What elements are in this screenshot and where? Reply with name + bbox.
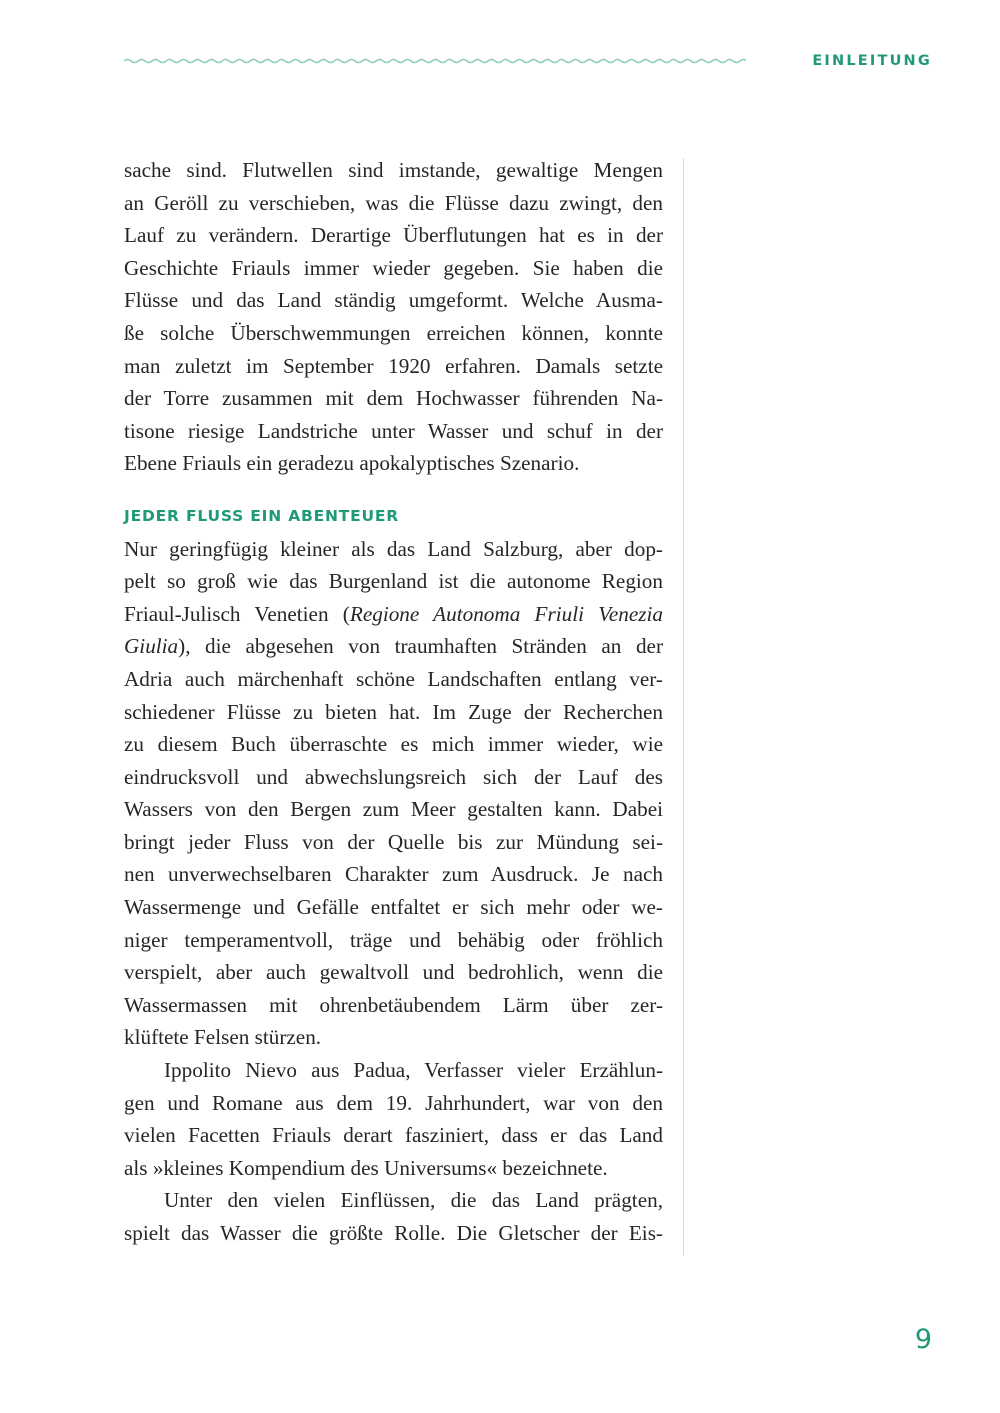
text-line: an Geröll zu verschieben, was die Flüsse dazu zwingt, den — [124, 190, 663, 215]
body-text — [124, 154, 663, 1250]
text-line: pelt so groß wie das Burgenland ist die autonome Region — [124, 569, 663, 594]
text-line: niger temperamentvoll, träge und behäbig oder fröhlich — [124, 927, 663, 952]
text-line: verspielt, aber auch gewaltvoll und bedrohlich, wenn die — [124, 960, 663, 985]
text-line: Ebene Friauls ein geradezu apokalyptisches Szenario. — [124, 451, 580, 476]
text-segment: ), die abgesehen von traumhaften Stränden an der — [178, 634, 663, 659]
italic-region-name: Giulia — [124, 634, 179, 659]
section-gap — [124, 480, 663, 500]
text-line: Unter den vielen Einflüssen, die das Land prägten, — [164, 1188, 663, 1213]
wave-ornament — [124, 52, 746, 70]
text-line: Nur geringfügig kleiner als das Land Salzburg, aber dop- — [124, 536, 663, 561]
italic-region-name: Regione Autonoma Friuli Venezia — [349, 601, 663, 626]
text-line: bringt jeder Fluss von der Quelle bis zur Mündung sei- — [124, 829, 663, 854]
text-line: als »kleines Kompendium des Universums« bezeichnete. — [124, 1155, 608, 1180]
text-line: schiedener Flüsse zu bieten hat. Im Zuge der Recherchen — [124, 699, 663, 724]
section-heading: JEDER FLUSS EIN ABENTEUER — [124, 506, 400, 525]
column-rule — [683, 158, 684, 1256]
page-number: 9 — [914, 1324, 932, 1355]
text-line — [124, 630, 663, 663]
text-line: Wassers von den Bergen zum Meer gestalten kann. Dabei — [124, 797, 663, 822]
text-line: Adria auch märchenhaft schöne Landschaften entlang ver- — [124, 666, 663, 691]
text-line: gen und Romane aus dem 19. Jahrhundert, war von den — [124, 1090, 663, 1115]
text-line — [124, 598, 663, 631]
text-line: Flüsse und das Land ständig umgeformt. Welche Ausma- — [124, 288, 663, 313]
text-line: klüftete Felsen stürzen. — [124, 1025, 322, 1050]
text-line: spielt das Wasser die größte Rolle. Die Gletscher der Eis- — [124, 1221, 663, 1245]
text-line: der Torre zusammen mit dem Hochwasser führenden Na- — [124, 386, 663, 411]
text-line: vielen Facetten Friauls derart fasziniert, dass er das Land — [124, 1123, 663, 1148]
text-line: man zuletzt im September 1920 erfahren. Damals setzte — [124, 353, 663, 378]
text-line: nen unverwechselbaren Charakter zum Ausdruck. Je nach — [124, 862, 663, 887]
text-line: sache sind. Flutwellen sind imstande, gewaltige Mengen — [124, 158, 663, 182]
text-line: Ippolito Nievo aus Padua, Verfasser vieler Erzählun- — [164, 1058, 663, 1083]
text-line: Geschichte Friauls immer wieder gegeben. Sie haben die — [124, 255, 663, 280]
text-line: tisone riesige Landstriche unter Wasser und schuf in der — [124, 418, 663, 443]
text-line: zu diesem Buch überraschte es mich immer wieder, wie — [124, 732, 663, 757]
text-line: Lauf zu verändern. Derartige Überflutungen hat es in der — [124, 223, 663, 248]
text-line: Wassermassen mit ohrenbetäubendem Lärm über zer- — [124, 992, 663, 1017]
text-line: eindrucksvoll und abwechslungsreich sich der Lauf des — [124, 764, 663, 789]
running-head: EINLEITUNG — [812, 53, 932, 69]
text-segment: Friaul-Julisch Venetien ( — [124, 601, 350, 626]
text-line: ße solche Überschwemmungen erreichen können, konnte — [124, 320, 663, 345]
text-line: Wassermenge und Gefälle entfaltet er sich mehr oder we- — [124, 895, 663, 920]
